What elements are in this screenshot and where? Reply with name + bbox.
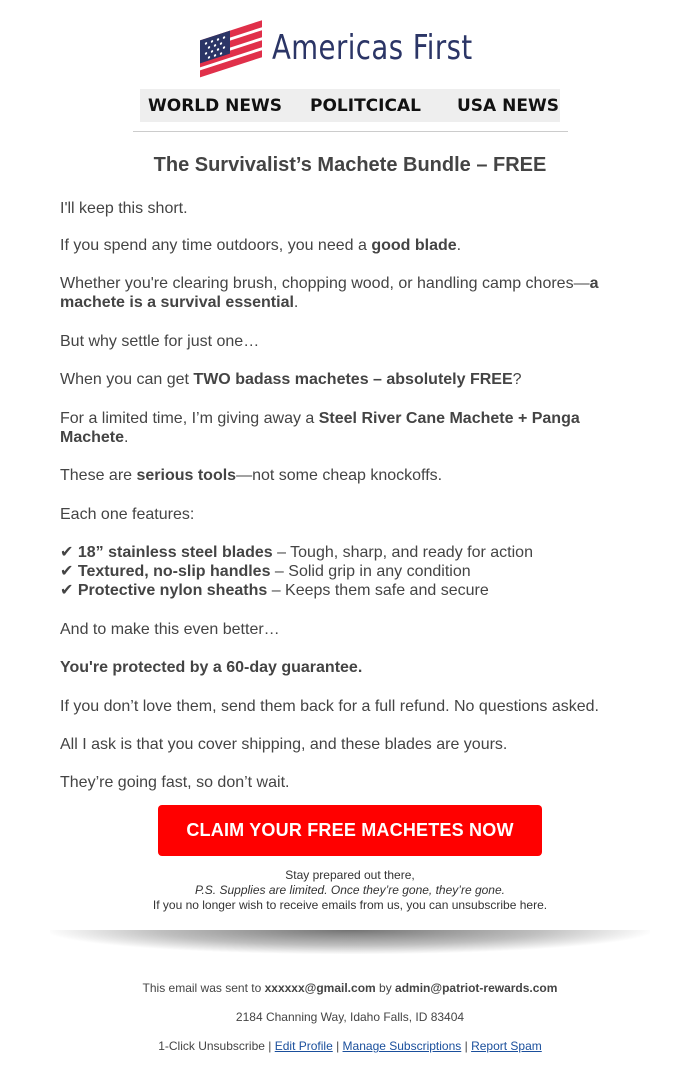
p3-pre: Whether you're clearing brush, chopping wood, or handling camp chores— bbox=[60, 275, 590, 292]
paragraph-features-intro bbox=[60, 505, 650, 524]
p12: All I ask is that you cover shipping, and these blades are yours. bbox=[60, 736, 508, 753]
feature-item bbox=[60, 562, 650, 581]
feature-bold: 18” stainless steel blades bbox=[77, 544, 273, 561]
p6-bold: Steel River Cane Machete + Panga Machete bbox=[60, 410, 580, 446]
headline: The Survivalist’s Machete Bundle – FREE bbox=[153, 154, 547, 176]
paragraph-essential bbox=[60, 274, 650, 312]
paragraph-hurry bbox=[60, 773, 650, 792]
nav-usa-news[interactable]: USA NEWS bbox=[457, 96, 559, 116]
sep: | bbox=[264, 1039, 275, 1053]
p5-bold: TWO badass machetes – absolutely FREE bbox=[193, 371, 513, 388]
sep: | bbox=[332, 1039, 343, 1053]
brand-name: Americas First bbox=[272, 28, 473, 68]
p2-bold: good blade bbox=[371, 237, 457, 254]
feature-list bbox=[60, 543, 650, 600]
p9: And to make this even better… bbox=[60, 621, 280, 638]
p2-post: . bbox=[456, 237, 462, 254]
paragraph-better bbox=[60, 620, 650, 639]
check-icon: ✔ bbox=[60, 563, 74, 580]
manage-subscriptions-link[interactable]: Manage Subscriptions bbox=[342, 1039, 462, 1053]
nav-world-news[interactable]: WORLD NEWS bbox=[148, 96, 282, 116]
p3-bold: a machete is a survival essential bbox=[60, 275, 599, 311]
p4: But why settle for just one… bbox=[60, 333, 260, 350]
p7-pre: These are bbox=[60, 467, 137, 484]
paragraph-refund bbox=[60, 697, 650, 716]
unsubscribe-notice[interactable]: If you no longer wish to receive emails from us, you can unsubscribe here. bbox=[152, 898, 548, 912]
ps-note: P.S. Supplies are limited. Once they’re gone, they’re gone. bbox=[195, 883, 505, 897]
feature-rest: – Tough, sharp, and ready for action bbox=[272, 544, 533, 561]
feature-bold: Protective nylon sheaths bbox=[77, 582, 268, 599]
p7-bold: serious tools bbox=[136, 467, 237, 484]
nav-divider bbox=[133, 131, 568, 132]
paragraph-two bbox=[60, 370, 650, 389]
p13: They’re going fast, so don’t wait. bbox=[60, 774, 290, 791]
sent-pre: This email was sent to bbox=[142, 981, 265, 995]
edit-profile-link[interactable]: Edit Profile bbox=[274, 1039, 333, 1053]
one-click-unsubscribe[interactable]: 1-Click Unsubscribe bbox=[158, 1039, 265, 1053]
feature-rest: – Solid grip in any condition bbox=[270, 563, 471, 580]
flag-icon bbox=[198, 15, 264, 81]
paragraph-guarantee bbox=[60, 658, 650, 677]
recipient-email: xxxxxx@gmail.com bbox=[264, 981, 376, 995]
p1: I'll keep this short. bbox=[60, 200, 188, 217]
p3-post: . bbox=[293, 294, 299, 311]
p8: Each one features: bbox=[60, 506, 195, 523]
signoff-line: Stay prepared out there, bbox=[285, 868, 415, 882]
top-nav bbox=[140, 89, 560, 122]
sender-email: admin@patriot-rewards.com bbox=[395, 981, 558, 995]
nav-political[interactable]: POLITCICAL bbox=[310, 96, 421, 116]
paragraph-blade bbox=[60, 236, 650, 255]
brand-logo[interactable] bbox=[198, 14, 508, 82]
mailing-address: 2184 Channing Way, Idaho Falls, ID 83404 bbox=[235, 1010, 465, 1024]
paragraph-why bbox=[60, 332, 650, 351]
sent-to-line bbox=[0, 981, 700, 995]
paragraph-shipping bbox=[60, 735, 650, 754]
p5-pre: When you can get bbox=[60, 371, 194, 388]
check-icon: ✔ bbox=[60, 582, 74, 599]
report-spam-link[interactable]: Report Spam bbox=[471, 1039, 542, 1053]
feature-item bbox=[60, 543, 650, 562]
p6-pre: For a limited time, I’m giving away a bbox=[60, 410, 319, 427]
p5-post: ? bbox=[512, 371, 522, 388]
paragraph-serious bbox=[60, 466, 650, 485]
p6-post: . bbox=[124, 429, 129, 446]
paragraph-intro bbox=[60, 199, 650, 218]
feature-rest: – Keeps them safe and secure bbox=[267, 582, 489, 599]
footer-links bbox=[0, 1039, 700, 1053]
feature-bold: Textured, no-slip handles bbox=[77, 563, 271, 580]
p10-bold: You're protected by a 60-day guarantee. bbox=[60, 659, 363, 676]
sep: | bbox=[461, 1039, 472, 1053]
claim-machetes-button[interactable]: CLAIM YOUR FREE MACHETES NOW bbox=[158, 805, 542, 856]
paragraph-offer bbox=[60, 409, 650, 447]
sent-by: by bbox=[375, 981, 396, 995]
p11: If you don’t love them, send them back for a full refund. No questions asked. bbox=[60, 698, 599, 715]
feature-item bbox=[60, 581, 650, 600]
p2-pre: If you spend any time outdoors, you need a bbox=[60, 237, 372, 254]
p7-post: —not some cheap knockoffs. bbox=[236, 467, 443, 484]
check-icon: ✔ bbox=[60, 544, 74, 561]
divider-shadow bbox=[50, 930, 650, 954]
